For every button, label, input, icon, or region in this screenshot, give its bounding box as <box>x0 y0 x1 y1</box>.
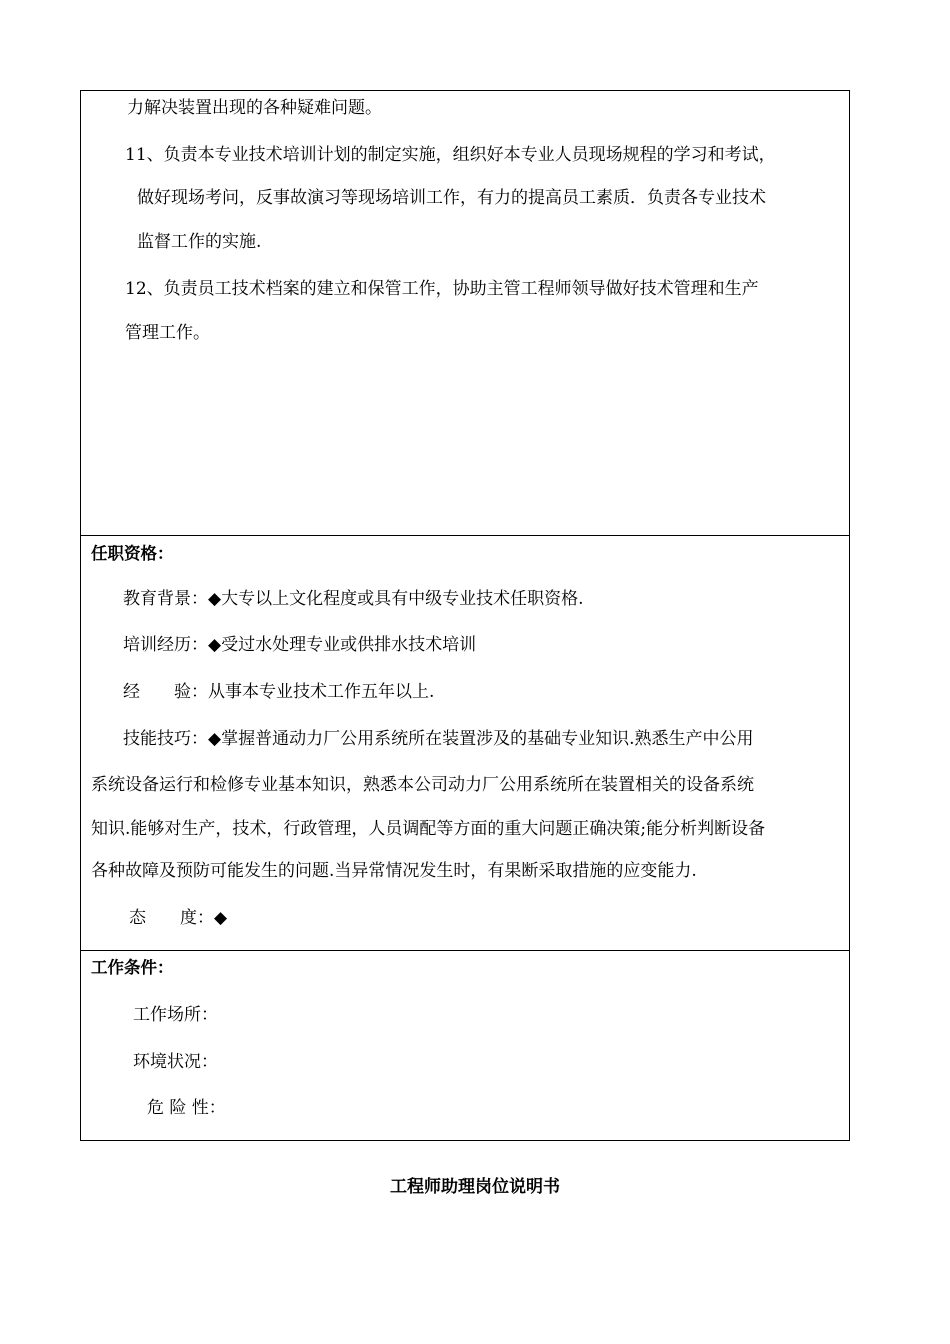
responsibility-line: 12、负责员工技术档案的建立和保管工作，协助主管工程师领导做好技术管理和生产 <box>125 279 759 299</box>
skills-line: 技能技巧：◆掌握普通动力厂公用系统所在装置涉及的基础专业知识.熟悉生产中公用 <box>123 729 754 749</box>
training-line: 培训经历：◆受过水处理专业或供排水技术培训 <box>123 635 477 655</box>
skills-line: 知识.能够对生产，技术，行政管理，人员调配等方面的重大问题正确决策;能分析判断设备 <box>91 819 766 839</box>
job-description-table <box>80 90 850 1141</box>
workplace-line: 工作场所： <box>133 1005 218 1025</box>
experience-value: 从事本专业技术工作五年以上. <box>208 682 435 702</box>
next-document-title: 工程师助理岗位说明书 <box>390 1177 560 1197</box>
section-divider <box>81 950 849 951</box>
conditions-heading: 工作条件： <box>91 958 174 977</box>
skills-line: 系统设备运行和检修专业基本知识，熟悉本公司动力厂公用系统所在装置相关的设备系统 <box>91 775 754 795</box>
attitude-line: 态 度：◆ <box>129 908 228 928</box>
experience-label: 经 验： <box>123 682 208 702</box>
experience-line <box>123 681 434 703</box>
environment-line: 环境状况： <box>133 1052 218 1072</box>
qualifications-heading: 任职资格： <box>91 544 174 563</box>
responsibility-line: 11、负责本专业技术培训计划的制定实施，组织好本专业人员现场规程的学习和考试， <box>125 145 776 165</box>
section-divider <box>81 535 849 536</box>
responsibility-line: 管理工作。 <box>125 323 210 343</box>
skills-line: 各种故障及预防可能发生的问题.当异常情况发生时，有果断采取措施的应变能力. <box>91 861 697 881</box>
hazard-line: 危 险 性： <box>147 1098 226 1118</box>
responsibility-line: 监督工作的实施. <box>137 232 262 252</box>
responsibility-line: 做好现场考问，反事故演习等现场培训工作，有力的提高员工素质．负责各专业技术 <box>137 188 766 208</box>
responsibility-line: 力解决装置出现的各种疑难问题。 <box>127 98 382 118</box>
education-line: 教育背景：◆大专以上文化程度或具有中级专业技术任职资格. <box>123 589 584 609</box>
